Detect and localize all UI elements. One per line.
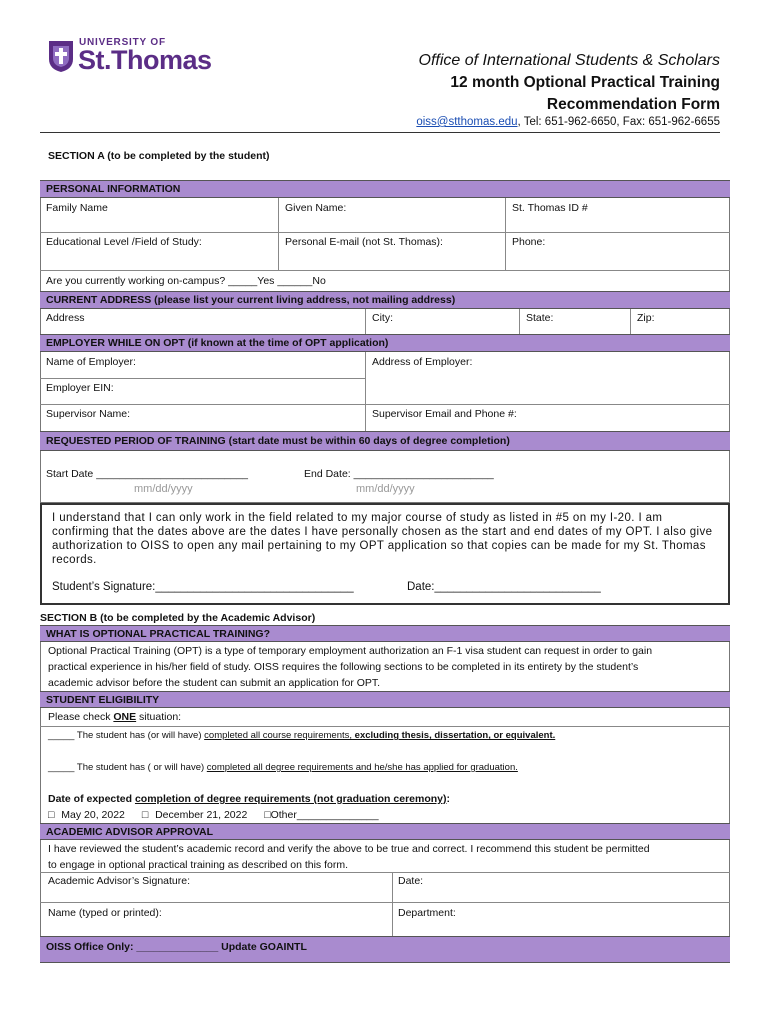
what-is-opt-heading: WHAT IS OPTIONAL PRACTICAL TRAINING? [40, 625, 730, 642]
completion-date-choices [48, 807, 379, 823]
check-pre: Please check [48, 711, 114, 723]
section-a-title: SECTION A (to be completed by the student) [48, 150, 270, 162]
divider [392, 872, 393, 936]
supervisor-contact-field[interactable]: Supervisor Email and Phone #: [372, 408, 517, 420]
logo-name: St.Thomas [78, 45, 212, 75]
end-date-field[interactable]: End Date: ________________________ [304, 468, 494, 480]
opt-description-line1: Optional Practical Training (OPT) is a type of temporary employment authorization an F-1 visa student can request in order to gain [48, 645, 653, 657]
approval-text-line2: to engage in optional practical training as described on this form. [48, 859, 349, 871]
approval-text-line1: I have reviewed the student’s academic record and verify the above to be true and correct. I recommend this student be permitted [48, 843, 650, 855]
eligibility-heading: STUDENT ELIGIBILITY [40, 691, 730, 708]
form-header [419, 50, 721, 116]
opt-description-line3: academic advisor before the student can submit an application for OPT. [48, 677, 381, 689]
address-heading: CURRENT ADDRESS (please list your current living address, not mailing address) [40, 291, 730, 309]
advisor-signature-field[interactable]: Academic Advisor’s Signature: [48, 875, 191, 887]
personal-email-field[interactable]: Personal E-mail (not St. Thomas): [285, 236, 443, 248]
start-date-field[interactable]: Start Date __________________________ [46, 468, 249, 480]
start-date-hint: mm/dd/yyyy [134, 483, 193, 495]
completion-date-question [48, 791, 450, 807]
eligibility-option-1[interactable] [48, 728, 555, 744]
state-field[interactable]: State: [526, 312, 554, 324]
option-1-underlined: completed all course requirements, [204, 730, 353, 741]
option-1-blank[interactable]: _____ [48, 730, 75, 741]
completion-underlined: completion of degree requirements (not graduation ceremony) [134, 793, 447, 805]
logo-university-of: UNIVERSITY OF [79, 37, 166, 48]
check-post: situation: [136, 711, 182, 723]
checkbox-icon[interactable]: □ [264, 809, 271, 821]
option-2-blank[interactable]: _____ [48, 762, 75, 773]
check-one-emphasis: ONE [113, 711, 137, 723]
employer-address-field[interactable]: Address of Employer: [372, 356, 473, 368]
address-field[interactable]: Address [46, 312, 85, 324]
divider [40, 270, 730, 271]
choice-may-2022: May 20, 2022 [61, 809, 125, 821]
form-title-line1: 12 month Optional Practical Training [450, 74, 720, 91]
advisor-approval-heading: ACADEMIC ADVISOR APPROVAL [40, 823, 730, 840]
option-1-pre: The student has (or will have) [74, 730, 205, 741]
employer-heading: EMPLOYER WHILE ON OPT (if known at the time of OPT application) [40, 334, 730, 352]
given-name-field[interactable]: Given Name: [285, 202, 347, 214]
divider [40, 726, 730, 727]
phone-field[interactable]: Phone: [512, 236, 546, 248]
option-2-underlined: completed all degree requirements and he/she has applied for graduation. [206, 762, 518, 773]
oiss-office-only: OISS Office Only: ______________ Update GOAINTL [40, 936, 730, 963]
advisor-name-field[interactable]: Name (typed or printed): [48, 907, 162, 919]
zip-field[interactable]: Zip: [637, 312, 655, 324]
choice-december-2022: December 21, 2022 [155, 809, 248, 821]
section-b-title: SECTION B (to be completed by the Academic Advisor) [40, 612, 316, 624]
divider [40, 902, 730, 903]
university-logo [48, 36, 238, 80]
completion-post: : [446, 793, 450, 805]
choice-other: Other______________ [270, 809, 379, 821]
opt-description-line2: practical experience in his/her field of study. OISS requires the following sections to be completed in its entirety by the student’s [48, 661, 639, 673]
student-id-field[interactable]: St. Thomas ID # [512, 202, 588, 214]
on-campus-question[interactable]: Are you currently working on-campus? _____Yes ______No [46, 275, 326, 287]
employer-name-field[interactable]: Name of Employer: [46, 356, 136, 368]
student-date-field[interactable]: Date:__________________________ [407, 581, 601, 593]
personal-info-heading: PERSONAL INFORMATION [40, 180, 730, 198]
employer-ein-field[interactable]: Employer EIN: [46, 382, 114, 394]
statement-text: I understand that I can only work in the field related to my major course of study as listed in #5 on my I-20. I am confirming that the dates above are the dates I have personally chosen as the start and end dates of my OPT. I also give authorization to OISS to open any mail pertaining to my OPT application so that copies can be made for my St. Thomas records. [52, 512, 713, 566]
advisor-department-field[interactable]: Department: [398, 907, 456, 919]
checkbox-icon[interactable]: □ [48, 809, 55, 821]
education-field[interactable]: Educational Level /Field of Study: [46, 236, 202, 248]
checkbox-icon[interactable]: □ [141, 809, 149, 821]
family-name-field[interactable]: Family Name [46, 202, 108, 214]
advisor-date-field[interactable]: Date: [398, 875, 424, 887]
supervisor-name-field[interactable]: Supervisor Name: [46, 408, 131, 420]
end-date-hint: mm/dd/yyyy [356, 483, 415, 495]
tel-fax: , Tel: 651-962-6650, Fax: 651-962-6655 [517, 116, 720, 128]
option-2-pre: The student has ( or will have) [74, 762, 207, 773]
contact-line [416, 116, 720, 128]
city-field[interactable]: City: [372, 312, 393, 324]
check-one-instruction [48, 709, 181, 725]
option-1-bold: excluding thesis, dissertation, or equivalent. [352, 730, 556, 741]
period-heading: REQUESTED PERIOD OF TRAINING (start date must be within 60 days of degree completion) [40, 431, 730, 451]
form-title-line2: Recommendation Form [546, 96, 720, 113]
email-link[interactable]: oiss@stthomas.edu [416, 116, 518, 128]
office-name: Office of International Students & Scholars [418, 52, 720, 69]
eligibility-option-2[interactable] [48, 760, 518, 776]
completion-pre: Date of expected [48, 793, 135, 805]
header-rule [40, 132, 720, 133]
shield-icon [48, 39, 74, 73]
student-signature-field[interactable]: Student’s Signature:_______________________________ [52, 581, 354, 593]
